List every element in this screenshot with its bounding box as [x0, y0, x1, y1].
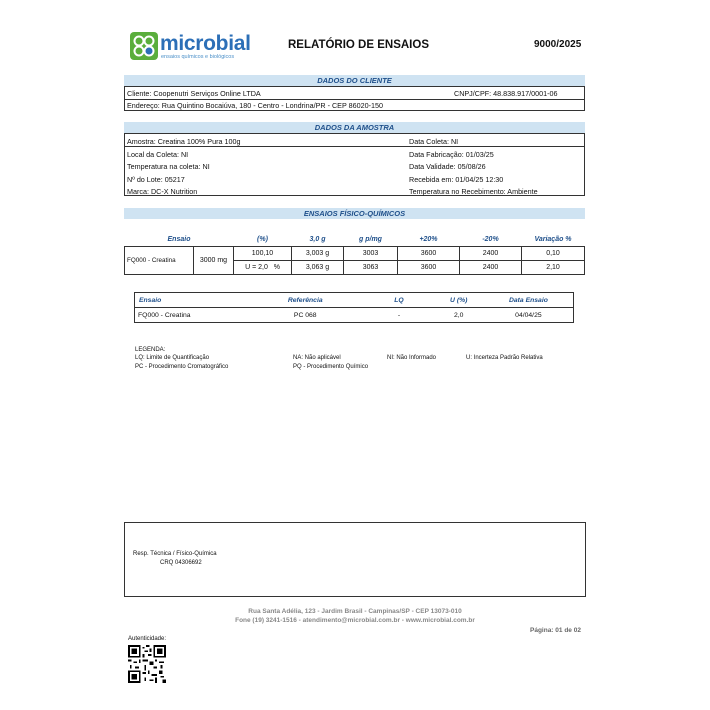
results-table	[134, 292, 574, 323]
column-header: +20%	[398, 232, 460, 247]
table-cell: 3,063 g	[292, 261, 344, 275]
footer-contact: Fone (19) 3241-1516 - atendimento@microbial.com.br - www.microbial.com.br	[235, 617, 475, 624]
sample-field: Temperatura no Recebimento: Ambiente	[409, 187, 538, 196]
legend-ni: NI: Não Informado	[387, 355, 437, 361]
client-address: Endereço: Rua Quintino Bocaiúva, 180 - Centro - Londrina/PR - CEP 86020-150	[127, 101, 383, 110]
uncertainty-unit: %	[273, 264, 280, 271]
company-logo	[130, 32, 250, 62]
table-cell: 04/04/25	[515, 311, 542, 319]
signature-box	[124, 522, 586, 597]
authenticity-label: Autenticidade:	[128, 636, 167, 642]
sample-field: Marca: DC-X Nutrition	[127, 187, 198, 196]
table-cell: PC 068	[293, 311, 317, 319]
test-dose: 3000 mg	[193, 247, 233, 275]
column-header: Data Ensaio	[484, 293, 574, 308]
brand-name: microbial	[160, 32, 251, 55]
page-number: Página: 01 de 02	[530, 627, 581, 634]
brand-tagline: ensaios químicos e biológicos	[161, 54, 235, 60]
table-cell: 2400	[460, 247, 522, 261]
sample-field: Local da Coleta: NI	[127, 150, 189, 159]
legend-title: LEGENDA:	[135, 347, 166, 353]
legend-pq: PQ - Procedimento Químico	[293, 364, 369, 370]
table-cell: 0,10	[522, 247, 585, 261]
microbe-logo-icon	[130, 32, 158, 60]
table-cell: 3600	[398, 261, 460, 275]
table-cell: 2,10	[522, 261, 585, 275]
column-header: g p/mg	[344, 232, 398, 247]
sample-section-title: DADOS DA AMOSTRA	[124, 122, 585, 133]
report-title: RELATÓRIO DE ENSAIOS	[288, 39, 429, 51]
column-header: Variação %	[522, 232, 585, 247]
uncertainty-value: U = 2,0	[245, 264, 268, 271]
column-header: -20%	[460, 232, 522, 247]
table-cell: 3063	[344, 261, 398, 275]
column-header: U (%)	[434, 293, 484, 308]
table-cell: 2,0	[453, 311, 464, 319]
report-number: 9000/2025	[534, 39, 582, 50]
column-header: Ensaio	[125, 232, 234, 247]
table-row	[125, 247, 585, 261]
legend-na: NA: Não aplicável	[293, 355, 341, 361]
qr-code-icon	[128, 645, 166, 683]
table-cell: 2400	[460, 261, 522, 275]
sample-field: Data Coleta: NI	[409, 137, 459, 146]
physchem-section-title: ENSAIOS FÍSICO-QUÍMICOS	[124, 208, 585, 219]
client-name: Cliente: Coopenutri Serviços Online LTDA	[127, 89, 261, 98]
sample-box	[124, 133, 585, 196]
client-box	[124, 86, 585, 111]
physchem-table	[124, 232, 585, 275]
sample-field: Data Validade: 05/08/26	[409, 162, 486, 171]
signature-crq: CRQ 04306692	[160, 560, 202, 566]
table-cell: -	[397, 311, 401, 319]
sample-field: Amostra: Creatina 100% Pura 100g	[127, 137, 241, 146]
legend-u: U: Incerteza Padrão Relativa	[466, 355, 543, 361]
signature-role: Resp. Técnica / Físico-Química	[133, 551, 217, 557]
table-cell: 3600	[398, 247, 460, 261]
table-cell: FQ000 - Creatina	[138, 311, 191, 319]
legend-lq: LQ: Limite de Quantificação	[135, 355, 210, 361]
client-section-title: DADOS DO CLIENTE	[124, 75, 585, 86]
table-cell: 100,10	[234, 247, 292, 261]
test-name: FQ000 - Creatina	[125, 247, 194, 275]
sample-field: Recebida em: 01/04/25 12:30	[409, 175, 504, 184]
column-header: Ensaio	[135, 293, 247, 308]
column-header: LQ	[364, 293, 433, 308]
table-cell: 3,003 g	[292, 247, 344, 261]
sample-field: Data Fabricação: 01/03/25	[409, 150, 494, 159]
footer-address: Rua Santa Adélia, 123 - Jardim Brasil - Campinas/SP - CEP 13073-010	[248, 608, 462, 615]
column-header: Referência	[246, 293, 364, 308]
table-row	[135, 308, 574, 323]
client-cnpj: CNPJ/CPF: 48.838.917/0001-06	[454, 89, 558, 98]
table-cell: 3003	[344, 247, 398, 261]
legend-pc: PC - Procedimento Cromatográfico	[135, 364, 229, 370]
uncertainty-cell	[234, 261, 292, 275]
sample-field: Temperatura na coleta: NI	[127, 162, 210, 171]
column-header: (%)	[234, 232, 292, 247]
column-header: 3,0 g	[292, 232, 344, 247]
sample-field: Nº do Lote: 05217	[127, 175, 185, 184]
